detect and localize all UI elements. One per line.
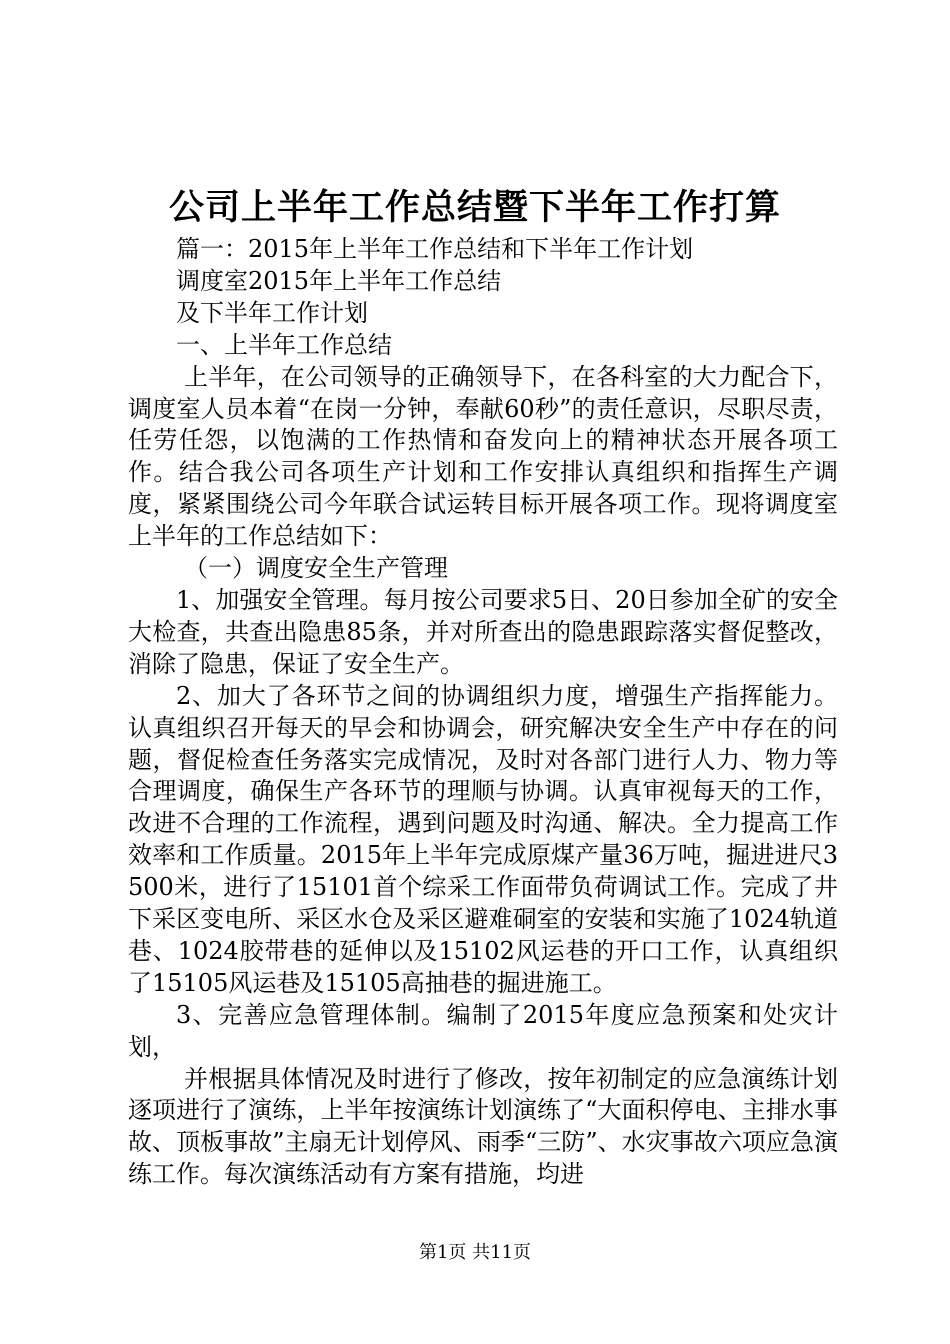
paragraph-item-3: 3、完善应急管理体制。编制了2015年度应急预案和处灾计划，	[128, 1000, 838, 1061]
paragraph-intro: 上半年，在公司领导的正确领导下，在各科室的大力配合下，调度室人员本着“在岗一分钟，奉献60秒”的责任意识，尽职尽责，任劳任怨，以饱满的工作热情和奋发向上的精神状态开展各项工作。结合我公司各项生产计划和工作安排认真组织和指挥生产调度，紧紧围绕公司今年联合试运转目标开展各项工作。现将调度室上半年的工作总结如下：	[128, 362, 838, 551]
document-title: 公司上半年工作总结暨下半年工作打算	[168, 187, 781, 228]
paragraph-article-heading: 篇一：2015年上半年工作总结和下半年工作计划	[176, 235, 694, 263]
paragraph-subsection-heading: （一）调度安全生产管理	[184, 554, 448, 583]
document-body	[128, 234, 838, 1191]
paragraph-report-title: 调度室2015年上半年工作总结	[176, 266, 502, 295]
page-number: 第1页 共11页	[418, 1242, 532, 1263]
paragraph-item-2: 2、加大了各环节之间的协调组织力度，增强生产指挥能力。认真组织召开每天的早会和协调会，研究解决安全生产中存在的问题，督促检查任务落实完成情况，及时对各部门进行人力、物力等合理调度，确保生产各环节的理顺与协调。认真审视每天的工作，改进不合理的工作流程，遇到问题及时沟通、解决。全力提高工作效率和工作质量。2015年上半年完成原煤产量36万吨，掘进进尺3500米，进行了15101首个综采工作面带负荷调试工作。完成了井下采区变电所、采区水仓及采区避难硐室的安装和实施了1024轨道巷、1024胶带巷的延伸以及15102风运巷的开口工作，认真组织了15105风运巷及15105高抽巷的掘进施工。	[128, 681, 838, 997]
paragraph-item-3-continued: 并根据具体情况及时进行了修改，按年初制定的应急演练计划逐项进行了演练，上半年按演练计划演练了“大面积停电、主排水事故、顶板事故”主扇无计划停风、雨季“三防”、水灾事故六项应急演练工作。每次演练活动有方案有措施，均进	[128, 1064, 838, 1189]
paragraph-item-1: 1、加强安全管理。每月按公司要求5日、20日参加全矿的安全大检查，共查出隐患85条，并对所查出的隐患跟踪落实督促整改，消除了隐患，保证了安全生产。	[128, 585, 838, 678]
paragraph-report-subtitle: 及下半年工作计划	[176, 298, 368, 327]
paragraph-section-heading: 一、上半年工作总结	[176, 330, 392, 359]
